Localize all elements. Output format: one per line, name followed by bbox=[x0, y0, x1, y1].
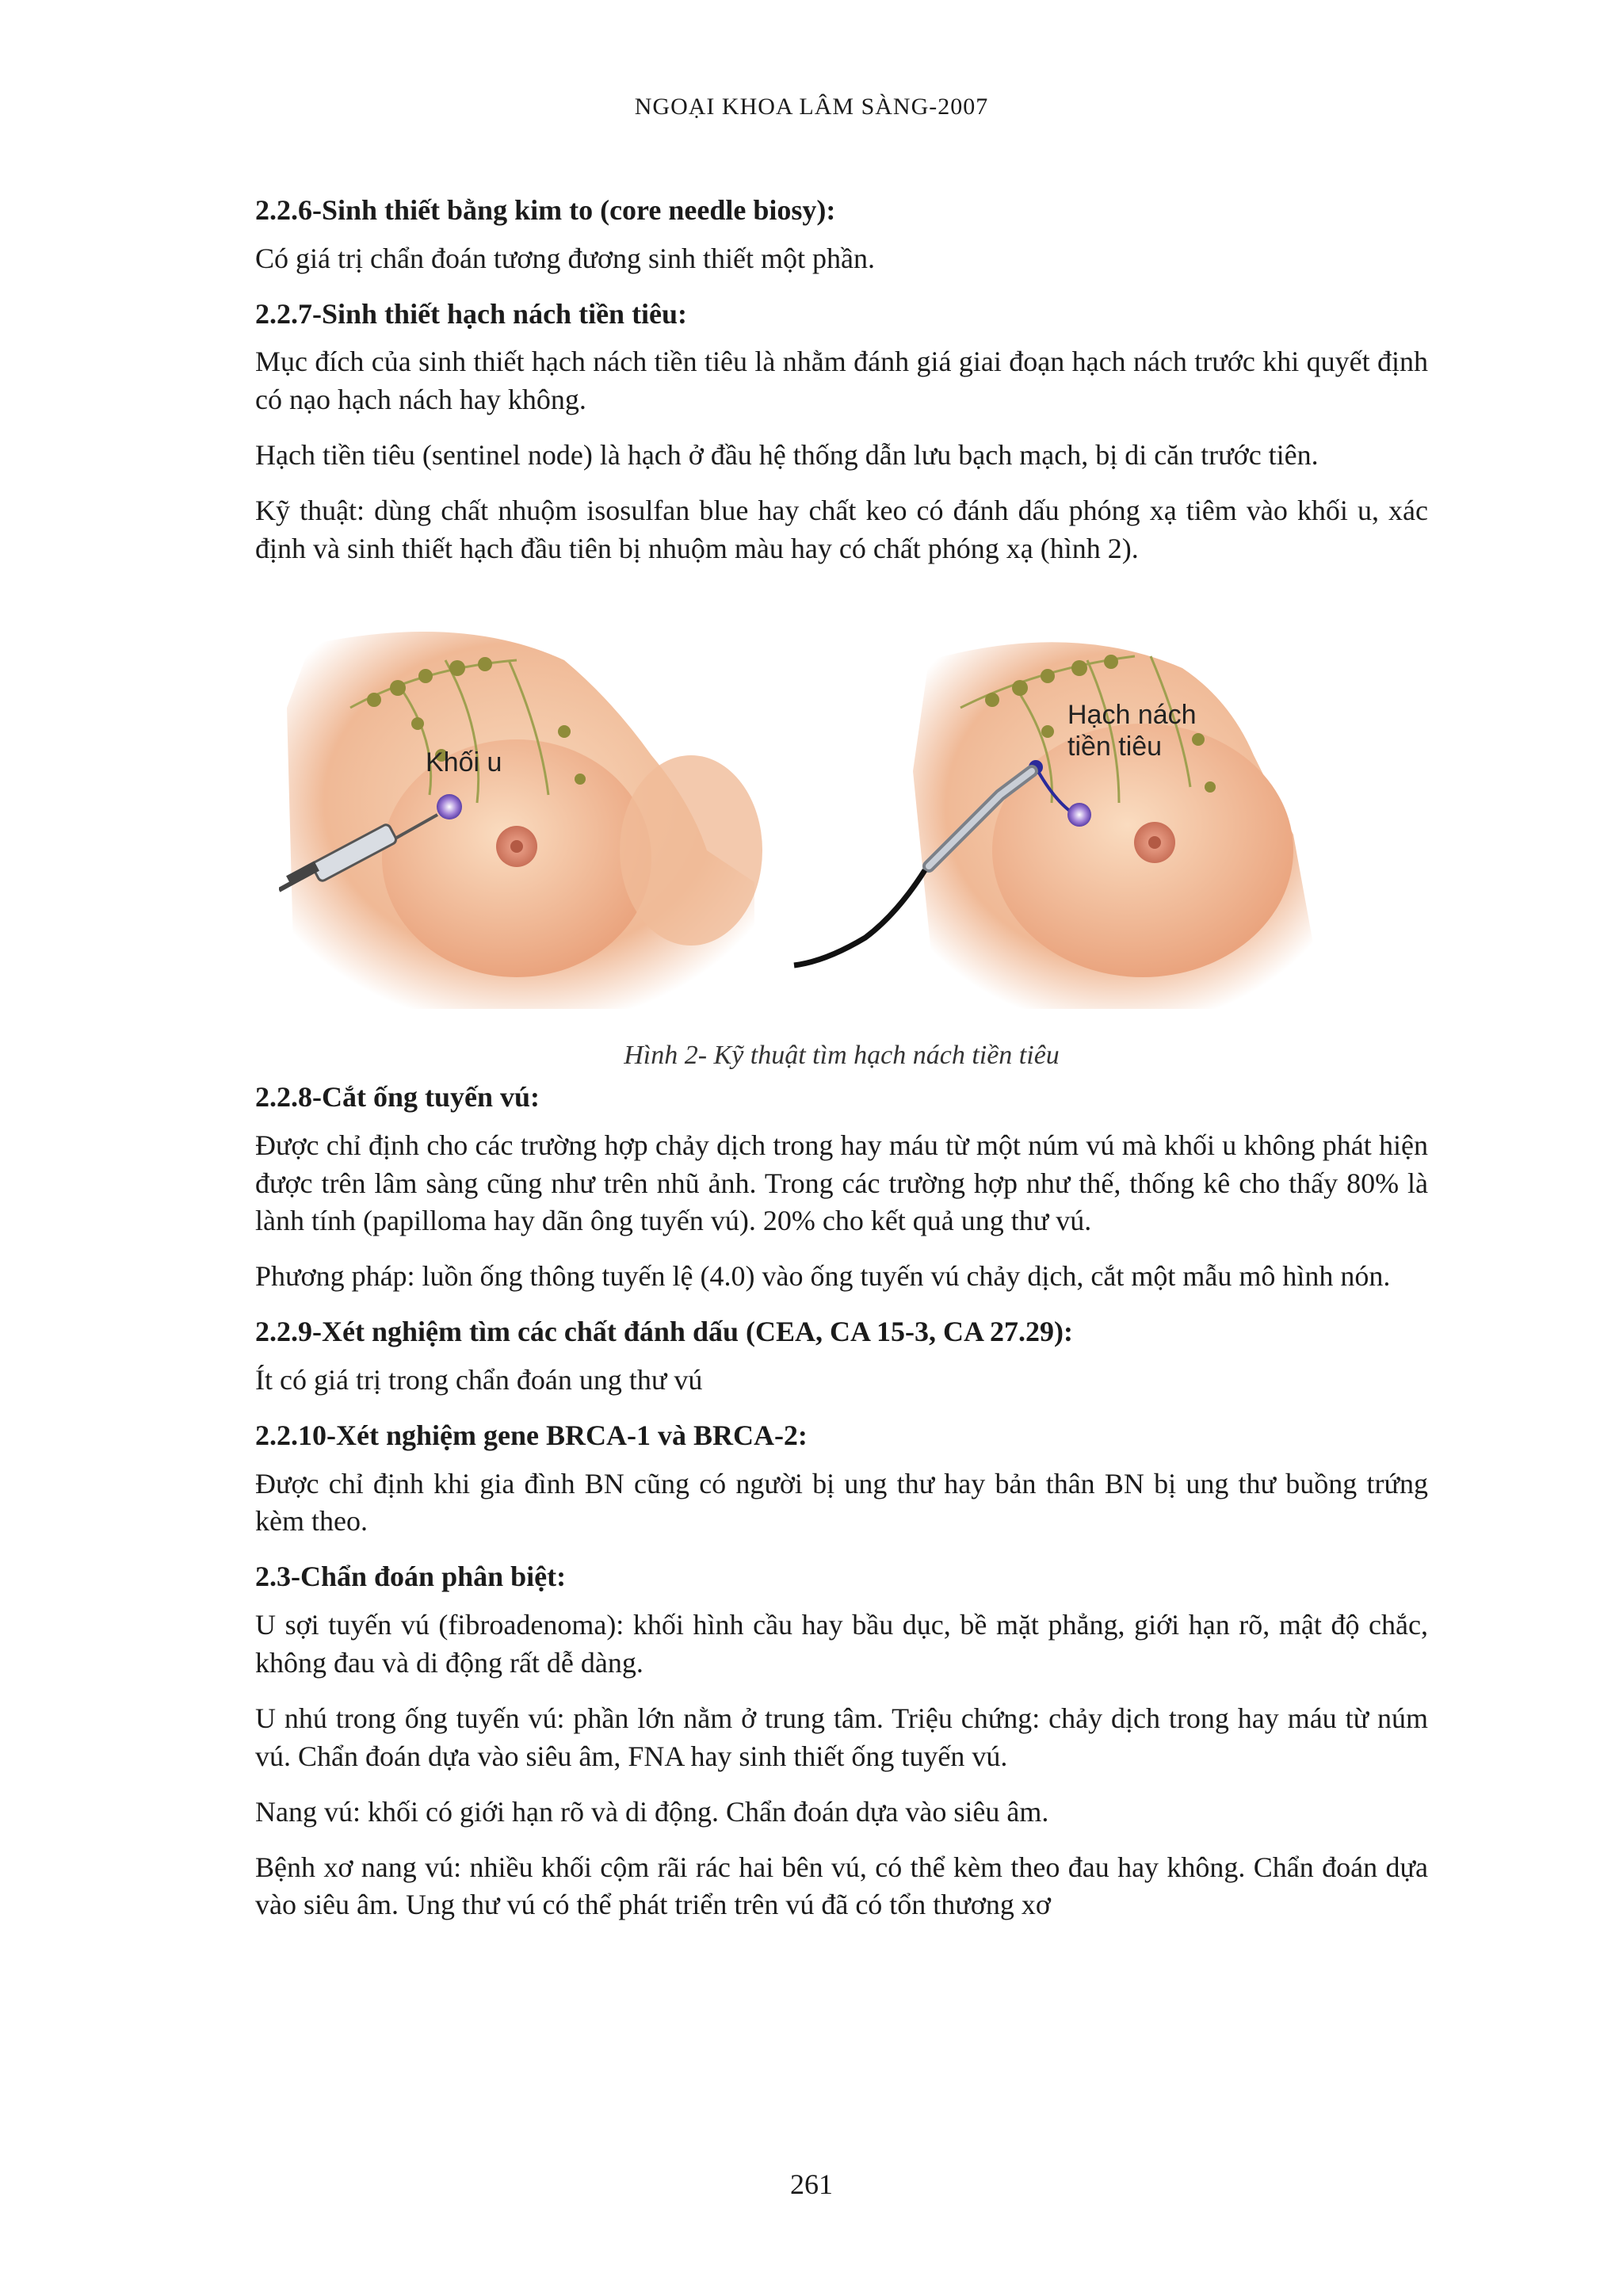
figure-caption: Hình 2- Kỹ thuật tìm hạch nách tiền tiêu bbox=[624, 1040, 1060, 1070]
page-number: 261 bbox=[790, 2168, 833, 2200]
heading-2-2-10: 2.2.10-Xét nghiệm gene BRCA-1 và BRCA-2: bbox=[255, 1419, 808, 1451]
paragraph: Kỹ thuật: dùng chất nhuộm isosulfan blue hay chất keo có đánh dấu phóng xạ tiêm vào khối u, xác định và sinh thiết hạch đầu tiên bị nhuộm màu hay có chất phóng xạ (hình 2). bbox=[255, 495, 1428, 564]
running-header: NGOẠI KHOA LÂM SÀNG-2007 bbox=[634, 94, 989, 120]
paragraph: Phương pháp: luồn ống thông tuyến lệ (4.0) vào ống tuyến vú chảy dịch, cắt một mẫu mô hình nón. bbox=[255, 1260, 1391, 1293]
label-sentinel-1: Hạch nách bbox=[1067, 699, 1197, 730]
heading-2-2-7: 2.2.7-Sinh thiết hạch nách tiền tiêu: bbox=[255, 297, 688, 330]
paragraph: Bệnh xơ nang vú: nhiều khối cộm rãi rác hai bên vú, có thể kèm theo đau hay không. Chẩn đoán dựa vào siêu âm. Ung thư vú có thể phát triển trên vú đã có tổn thương xơ bbox=[255, 1851, 1428, 1921]
figure-2 bbox=[255, 613, 1428, 1025]
left-panel bbox=[279, 632, 762, 1009]
sentinel-node-illustration bbox=[279, 613, 1404, 1009]
paragraph: Được chỉ định cho các trường hợp chảy dịch trong hay máu từ một núm vú mà khối u không phát hiện được trên lâm sàng cũng như trên nhũ ảnh. Trong các trường hợp như thế, thống kê cho thấy 80% là lành tính (papilloma hay dãn ông tuyến vú). 20% cho kết quả ung thư vú. bbox=[255, 1129, 1428, 1237]
heading-2-2-8: 2.2.8-Cắt ống tuyến vú: bbox=[255, 1080, 540, 1113]
paragraph: Được chỉ định khi gia đình BN cũng có người bị ung thư hay bản thân BN bị ung thư buồng trứng kèm theo. bbox=[255, 1467, 1428, 1538]
paragraph: U nhú trong ống tuyến vú: phần lớn nằm ở trung tâm. Triệu chứng: chảy dịch trong hay máu từ núm vú. Chẩn đoán dựa vào siêu âm, FNA hay sinh thiết ống tuyến vú. bbox=[255, 1702, 1428, 1772]
tumor-icon bbox=[1067, 803, 1091, 827]
heading-2-2-9: 2.2.9-Xét nghiệm tìm các chất đánh dấu (CEA, CA 15-3, CA 27.29): bbox=[255, 1316, 1073, 1348]
paragraph: Mục đích của sinh thiết hạch nách tiền tiêu là nhằm đánh giá giai đoạn hạch nách trước khi quyết định có nạo hạch nách hay không. bbox=[255, 346, 1428, 416]
paragraph: Có giá trị chẩn đoán tương đương sinh thiết một phần. bbox=[255, 242, 875, 274]
right-panel bbox=[794, 642, 1325, 1009]
paragraph: U sợi tuyến vú (fibroadenoma): khối hình cầu hay bầu dục, bề mặt phẳng, giới hạn rõ, mật độ chắc, không đau và di động rất dễ dàng. bbox=[255, 1609, 1428, 1679]
paragraph: Hạch tiền tiêu (sentinel node) là hạch ở đầu hệ thống dẫn lưu bạch mạch, bị di căn trước tiên. bbox=[255, 439, 1319, 472]
heading-2-2-6: 2.2.6-Sinh thiết bằng kim to (core needle biosy): bbox=[255, 194, 836, 226]
heading-2-3: 2.3-Chẩn đoán phân biệt: bbox=[255, 1561, 567, 1593]
paragraph: Nang vú: khối có giới hạn rõ và di động. Chẩn đoán dựa vào siêu âm. bbox=[255, 1795, 1049, 1828]
paragraph: Ít có giá trị trong chẩn đoán ung thư vú bbox=[255, 1363, 703, 1396]
label-sentinel-2: tiền tiêu bbox=[1067, 731, 1163, 762]
tumor-icon bbox=[437, 794, 462, 819]
page-content bbox=[255, 192, 1428, 1942]
label-tumor: Khối u bbox=[426, 747, 502, 777]
